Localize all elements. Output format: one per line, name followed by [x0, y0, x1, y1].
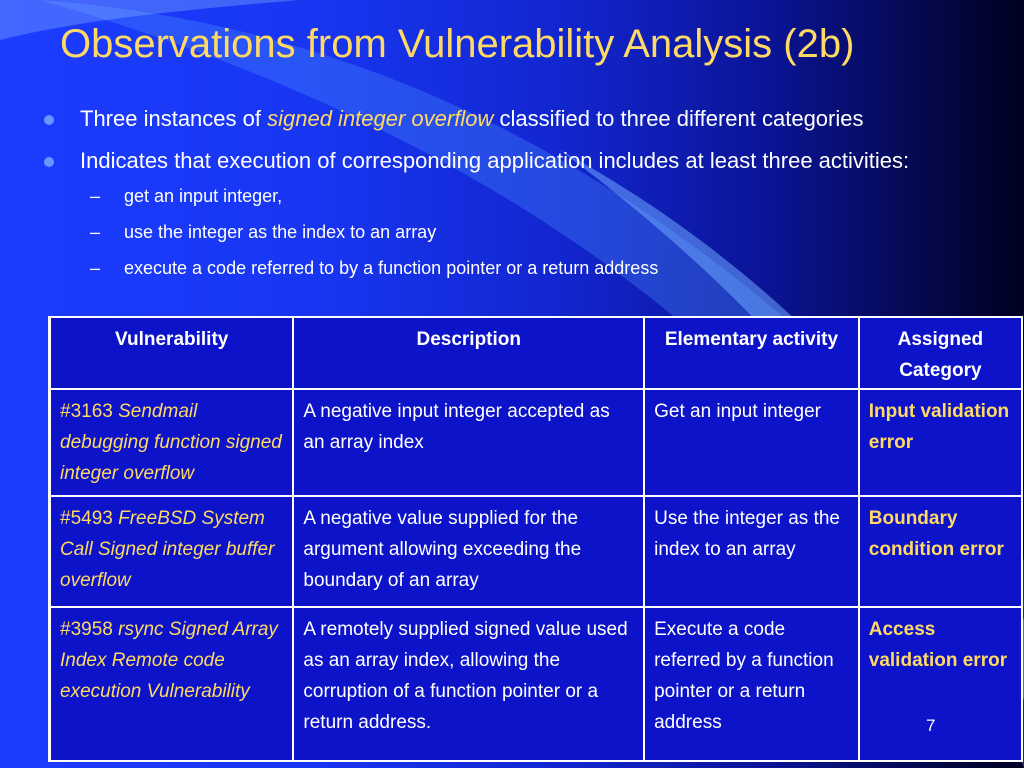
sub-bullet-item [90, 257, 658, 279]
table-row [50, 607, 1023, 761]
vulnerability-cell [50, 496, 294, 607]
bullet-text: Indicates that execution of corresponding application includes at least three activities: [80, 148, 910, 173]
activity-cell: Execute a code referred by a function pointer or a return address [644, 607, 859, 761]
category-cell: Boundary condition error [859, 496, 1022, 607]
vulnerability-id: #3163 [60, 401, 119, 422]
vulnerability-name: rsync Signed Array Index Remote code execution Vulnerability [60, 619, 278, 702]
vulnerability-name: FreeBSD System Call Signed integer buffer overflow [60, 508, 275, 591]
table-row [50, 389, 1023, 496]
bullet-text: Three instances of [80, 106, 268, 131]
table-header-row [50, 317, 1023, 389]
sub-bullet-text: use the integer as the index to an array [124, 222, 437, 242]
vulnerability-name: Sendmail debugging function signed integer overflow [60, 401, 282, 484]
sub-bullet-item [90, 185, 658, 207]
bullet-item [44, 146, 1004, 176]
bullet-list [44, 104, 1004, 188]
sub-bullet-item [90, 221, 658, 243]
sub-bullet-list [90, 185, 658, 293]
description-cell: A negative input integer accepted as an array index [293, 389, 644, 496]
header-vulnerability: Vulnerability [50, 317, 294, 389]
dash-icon: – [90, 258, 101, 278]
category-cell: Input validation error [859, 389, 1022, 496]
header-assigned-category: Assigned Category [859, 317, 1022, 389]
bullet-text: classified to three different categories [493, 106, 864, 131]
sub-bullet-text: get an input integer, [124, 186, 283, 206]
header-elementary-activity: Elementary activity [644, 317, 859, 389]
bullet-emphasis: signed integer overflow [267, 106, 494, 131]
bullet-dot-icon [44, 115, 54, 125]
vulnerability-cell [50, 389, 294, 496]
category-cell: Access validation error [859, 607, 1022, 761]
sub-bullet-text: execute a code referred to by a function pointer or a return address [124, 258, 659, 278]
dash-icon: – [90, 222, 101, 242]
table-row [50, 496, 1023, 607]
header-description: Description [293, 317, 644, 389]
description-cell: A remotely supplied signed value used as an array index, allowing the corruption of a function pointer or a return address. [293, 607, 644, 761]
bullet-dot-icon [44, 157, 54, 167]
dash-icon: – [90, 186, 101, 206]
bullet-item [44, 104, 1004, 134]
vulnerability-id: #5493 [60, 508, 119, 529]
vulnerability-cell [50, 607, 294, 761]
vulnerability-table [48, 316, 1023, 762]
activity-cell: Get an input integer [644, 389, 859, 496]
vulnerability-id: #3958 [60, 619, 119, 640]
page-number: 7 [926, 716, 936, 735]
activity-cell: Use the integer as the index to an array [644, 496, 859, 607]
slide-title: Observations from Vulnerability Analysis (2b) [60, 22, 855, 66]
description-cell: A negative value supplied for the argument allowing exceeding the boundary of an array [293, 496, 644, 607]
